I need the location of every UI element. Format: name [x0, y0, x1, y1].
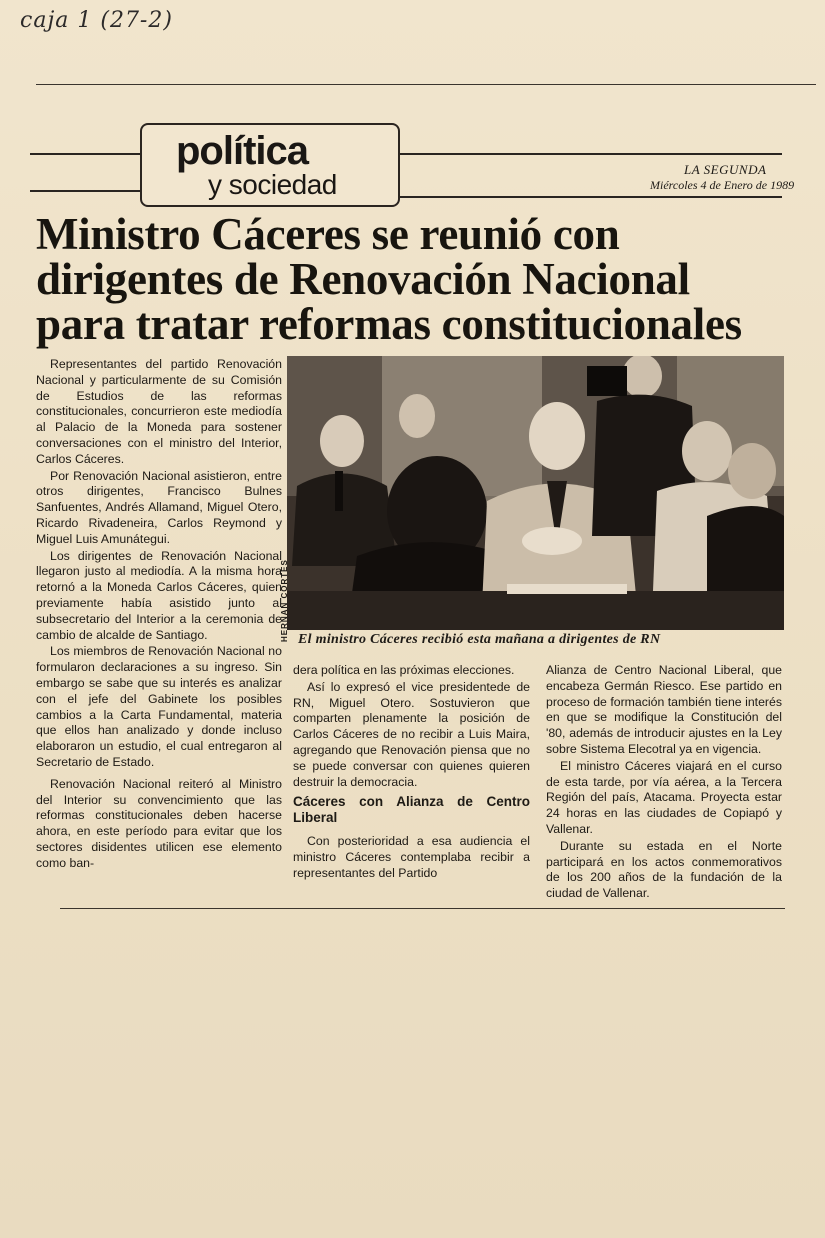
paragraph: Los miembros de Renovación Nacional no formularon declaraciones a su ingreso. Sin embargo se sabe que su interés es analizar con el jefe del Gabinete los posibles cambios a la Carta Fundamental, materia que ellos han analizado y donde incluso elaboraron un estudio, el cual entregaron al Secretario de Estado.: [36, 644, 282, 769]
publication-date: Miércoles 4 de Enero de 1989: [650, 178, 795, 192]
top-rule: [36, 84, 816, 85]
headline: [36, 209, 796, 349]
paragraph: Los dirigentes de Renovación Nacional llegaron justo al mediodía. A la misma hora retornó a la Moneda Carlos Cáceres, quien previamente había asistido junto al subsecretario del Interior a la ceremonia de cambio de alcalde de Santiago.: [36, 548, 282, 642]
section-title: política: [176, 129, 309, 173]
newspaper-name: LA SEGUNDA: [684, 162, 767, 177]
headline-line-1: Ministro Cáceres se reunió con: [36, 209, 620, 259]
paragraph: Con posterioridad a esa audiencia el ministro Cáceres contemplaba recibir a representantes del Partido: [293, 834, 530, 880]
article-column-2: [293, 663, 530, 882]
section-subtitle: y sociedad: [208, 169, 337, 200]
paragraph: Durante su estada en el Norte participará en los actos conmemorativos de los 200 años de la fundación de la ciudad de Vallenar.: [546, 838, 782, 901]
bottom-rule: [60, 908, 785, 909]
headline-line-2: dirigentes de Renovación Nacional: [36, 254, 690, 304]
article-column-3: [546, 663, 782, 902]
handwritten-note: caja 1 (27-2): [20, 8, 173, 33]
article-subheading: Cáceres con Alianza de Centro Liberal: [293, 794, 530, 826]
paragraph: Renovación Nacional reiteró al Ministro del Interior su convencimiento que las reformas constitucionales deben hacerse ahora, en este período para evitar que los sectores disidentes utilicen ese elemento como ban-: [36, 776, 282, 870]
headline-line-3: para tratar reformas constitucionales: [36, 299, 742, 349]
masthead-rule-right: [398, 153, 782, 155]
masthead-rule-left-lower: [30, 190, 140, 192]
paragraph: Representantes del partido Renovación Nacional y particularmente de su Comisión de Estudios de las reformas constitucionales, concurrieron este mediodía al Palacio de la Moneda para sostener conversaciones con el ministro del Interior, Carlos Cáceres.: [36, 357, 282, 466]
masthead-rule-right-lower: [398, 196, 782, 198]
paragraph: El ministro Cáceres viajará en el curso de esta tarde, por vía aérea, a la Tercera Región del país, Atacama. Proyecta estar 24 horas en las ciudades de Copiapó y Vallenar.: [546, 758, 782, 836]
photo-caption: El ministro Cáceres recibió esta mañana a dirigentes de RN: [298, 632, 661, 647]
photo-image: [287, 356, 784, 630]
paragraph: Así lo expresó el vice presidentede de RN, Miguel Otero. Sostuvieron que comparten plenamente la posición de Carlos Cáceres de no recibir a Luis Maira, agregando que Renovación piensa que no se puede conversar con quienes quieren destruir la democracia.: [293, 679, 530, 789]
article-column-1: [36, 357, 282, 872]
paragraph: Alianza de Centro Nacional Liberal, que encabeza Germán Riesco. Ese partido en proceso de formación también tiene interés en que se modifique la Constitución del '80, además de introducir ajustes en la Ley sobre Sistema Elecotral ya en vigencia.: [546, 663, 782, 756]
paragraph: Por Renovación Nacional asistieron, entre otros dirigentes, Francisco Bulnes Sanfuentes, Andrés Allamand, Miguel Otero, Ricardo Rivadeneira, Carlos Reymond y Miguel Luis Amunátegui.: [36, 468, 282, 546]
photo-credit: HERNAN CORTES: [280, 559, 289, 642]
masthead-rule-left: [30, 153, 140, 155]
section-logo: [140, 123, 400, 207]
paragraph: dera política en las próximas elecciones.: [293, 663, 515, 677]
news-photo: [287, 356, 784, 630]
